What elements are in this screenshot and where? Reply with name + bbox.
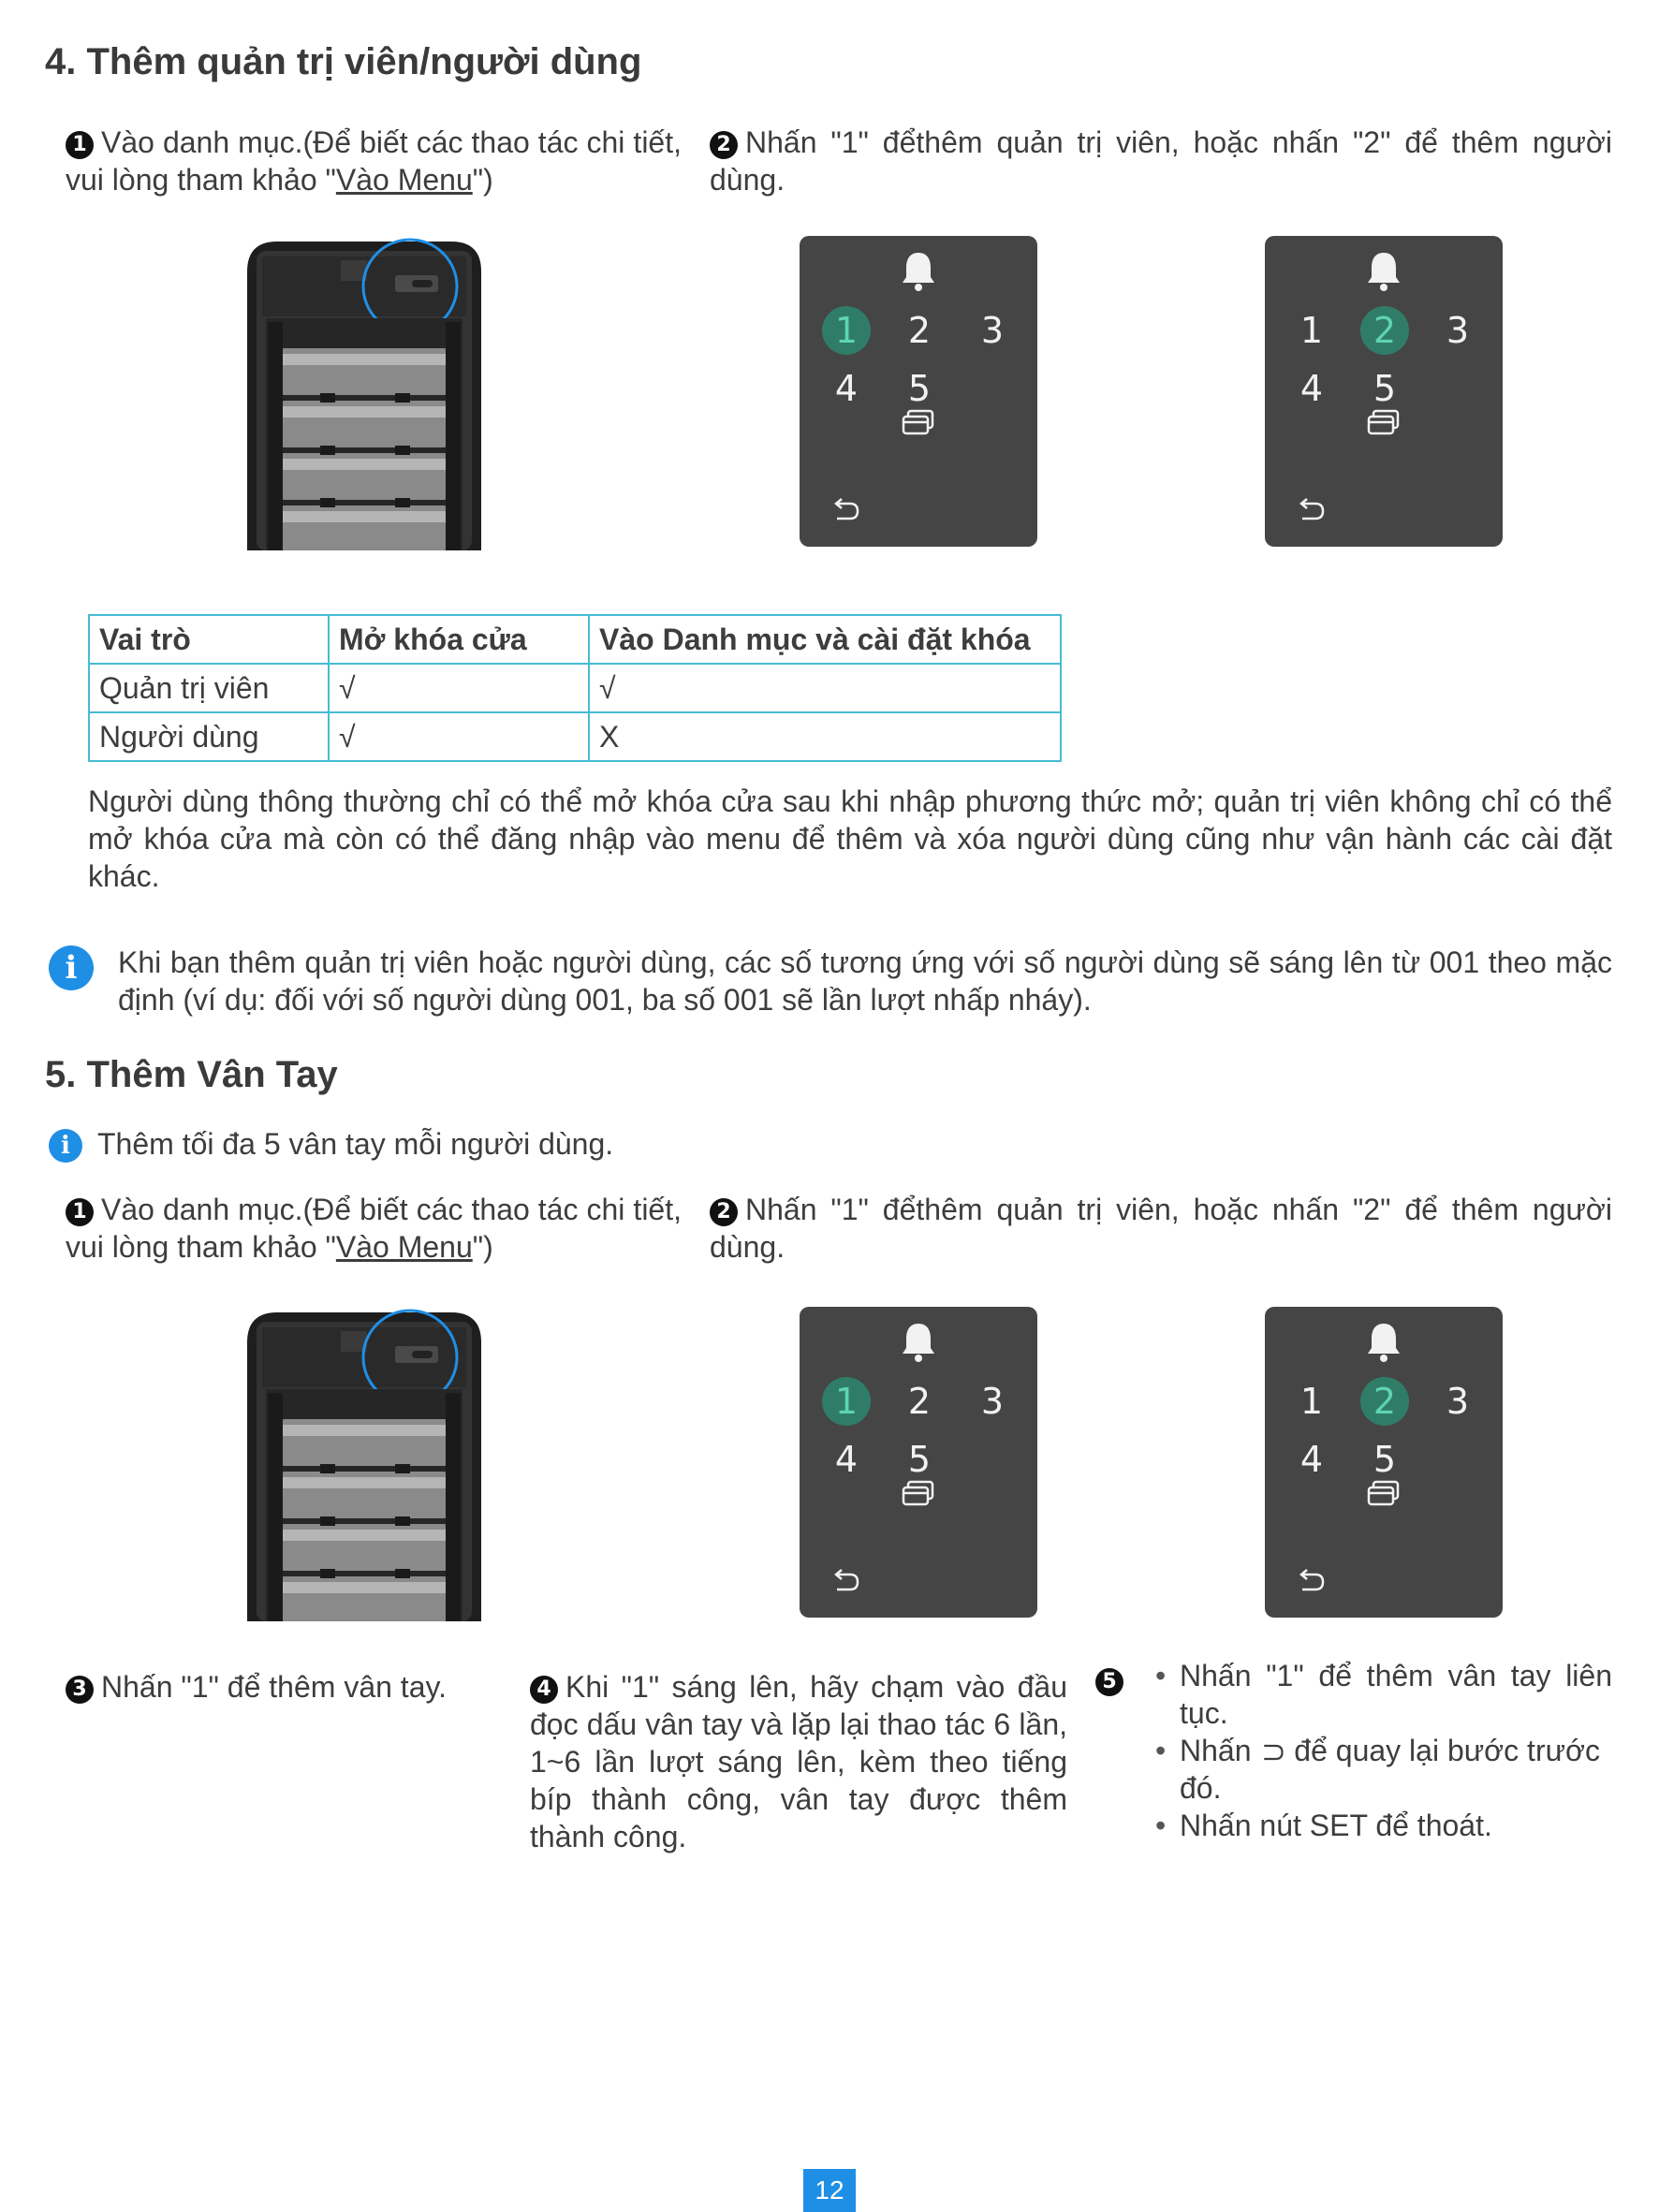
step-number: 1 bbox=[66, 1198, 94, 1226]
step-text-end: ") bbox=[472, 163, 493, 197]
s4-step-1 bbox=[66, 124, 682, 198]
back-icon[interactable] bbox=[831, 1569, 861, 1595]
table-row bbox=[89, 712, 1061, 761]
step-number: 1 bbox=[66, 131, 94, 159]
card-icon bbox=[901, 408, 936, 436]
key-5[interactable]: 5 bbox=[907, 1439, 932, 1480]
step-text-end: ") bbox=[472, 1230, 493, 1264]
back-icon bbox=[1259, 1740, 1285, 1765]
s5-step-5-list bbox=[1155, 1657, 1612, 1844]
keypad-screen bbox=[800, 1307, 1037, 1618]
key-1[interactable]: 1 bbox=[1299, 1381, 1324, 1422]
key-4[interactable]: 4 bbox=[1299, 368, 1324, 409]
bell-icon bbox=[900, 249, 937, 292]
step-text: Nhấn "1" đểthêm quản trị viên, hoặc nhấn "2" để thêm người dùng. bbox=[710, 1193, 1612, 1264]
key-1[interactable]: 1 bbox=[834, 310, 859, 351]
keypad-screen bbox=[800, 236, 1037, 547]
list-item: • Nhấn nút SET để thoát. bbox=[1155, 1807, 1612, 1844]
s5-step-5-number bbox=[1095, 1668, 1131, 1696]
bell-icon bbox=[900, 1320, 937, 1363]
list-item: • Nhấn "1" để thêm vân tay liên tục. bbox=[1155, 1657, 1612, 1732]
key-4[interactable]: 4 bbox=[834, 368, 859, 409]
table-cell: √ bbox=[329, 664, 589, 712]
key-1[interactable]: 1 bbox=[834, 1381, 859, 1422]
table-cell: √ bbox=[589, 664, 1061, 712]
keypad-screen bbox=[1265, 236, 1503, 547]
step-number: 4 bbox=[530, 1676, 558, 1704]
table-header-row bbox=[89, 615, 1061, 664]
vao-menu-link[interactable]: Vào Menu bbox=[335, 163, 473, 197]
step-number: 3 bbox=[66, 1676, 94, 1704]
table-cell: Quản trị viên bbox=[89, 664, 329, 712]
vao-menu-link[interactable]: Vào Menu bbox=[335, 1230, 473, 1264]
bell-icon bbox=[1365, 1320, 1402, 1363]
step-text: Vào danh mục.(Để biết các thao tác chi tiết, vui lòng tham khảo " bbox=[66, 125, 682, 197]
roles-table bbox=[88, 614, 1062, 762]
key-5[interactable]: 5 bbox=[1373, 1439, 1397, 1480]
back-icon[interactable] bbox=[1297, 498, 1327, 524]
back-icon[interactable] bbox=[831, 498, 861, 524]
key-2[interactable]: 2 bbox=[907, 1381, 932, 1422]
step-text: Nhấn "1" đểthêm quản trị viên, hoặc nhấn "2" để thêm người dùng. bbox=[710, 125, 1612, 197]
s4-step-2 bbox=[710, 124, 1612, 198]
header-cell: Mở khóa cửa bbox=[329, 615, 589, 664]
s5-step-2 bbox=[710, 1191, 1612, 1266]
table-cell: Người dùng bbox=[89, 712, 329, 761]
section-4-title: 4. Thêm quản trị viên/người dùng bbox=[45, 41, 642, 82]
step-number: 2 bbox=[710, 131, 738, 159]
key-2[interactable]: 2 bbox=[907, 310, 932, 351]
key-2[interactable]: 2 bbox=[1373, 310, 1397, 351]
s5-step-4 bbox=[530, 1668, 1067, 1855]
header-cell: Vai trò bbox=[89, 615, 329, 664]
lock-battery-compartment-image bbox=[245, 238, 483, 550]
lock-battery-compartment-image bbox=[245, 1309, 483, 1621]
header-cell: Vào Danh mục và cài đặt khóa bbox=[589, 615, 1061, 664]
step-text: Khi "1" sáng lên, hãy chạm vào đầu đọc dấu vân tay và lặp lại thao tác 6 lần, 1~6 lần lượt sáng lên, kèm theo tiếng bíp thành công, vân tay được thêm thành công. bbox=[530, 1670, 1067, 1853]
key-3[interactable]: 3 bbox=[980, 1381, 1005, 1422]
key-1[interactable]: 1 bbox=[1299, 310, 1324, 351]
key-3[interactable]: 3 bbox=[1446, 310, 1470, 351]
section-5-title: 5. Thêm Vân Tay bbox=[45, 1054, 338, 1095]
step-text: Vào danh mục.(Để biết các thao tác chi tiết, vui lòng tham khảo " bbox=[66, 1193, 682, 1264]
roles-note: Người dùng thông thường chỉ có thể mở khóa cửa sau khi nhập phương thức mở; quản trị viên không chỉ có thể mở khóa cửa mà còn có thể đăng nhập vào menu để thêm và xóa người dùng cũng như vận hành các cài đặt khác. bbox=[88, 784, 1612, 893]
card-icon bbox=[1366, 1479, 1402, 1507]
step-number: 2 bbox=[710, 1198, 738, 1226]
table-cell: √ bbox=[329, 712, 589, 761]
table-row bbox=[89, 664, 1061, 712]
key-4[interactable]: 4 bbox=[834, 1439, 859, 1480]
card-icon bbox=[901, 1479, 936, 1507]
bell-icon bbox=[1365, 249, 1402, 292]
keypad-screen bbox=[1265, 1307, 1503, 1618]
list-item: • Nhấn để quay lại bước trước đó. bbox=[1155, 1732, 1612, 1807]
step-number: 5 bbox=[1095, 1668, 1123, 1696]
table-cell: X bbox=[589, 712, 1061, 761]
s5-step-3 bbox=[66, 1668, 496, 1706]
page-number: 12 bbox=[803, 2169, 856, 2212]
key-2[interactable]: 2 bbox=[1373, 1381, 1397, 1422]
key-5[interactable]: 5 bbox=[1373, 368, 1397, 409]
fingerprint-limit-note: Thêm tối đa 5 vân tay mỗi người dùng. bbox=[97, 1127, 614, 1161]
info-note: Khi bạn thêm quản trị viên hoặc người dùng, các số tương ứng với số người dùng sẽ sáng lên từ 001 theo mặc định (ví dụ: đối với số người dùng 001, ba số 001 sẽ lần lượt nhấp nháy). bbox=[118, 945, 1612, 1017]
key-5[interactable]: 5 bbox=[907, 368, 932, 409]
key-3[interactable]: 3 bbox=[1446, 1381, 1470, 1422]
info-icon: i bbox=[49, 945, 94, 990]
step-text: Nhấn "1" để thêm vân tay. bbox=[101, 1670, 447, 1704]
card-icon bbox=[1366, 408, 1402, 436]
key-3[interactable]: 3 bbox=[980, 310, 1005, 351]
s5-step-1 bbox=[66, 1191, 682, 1266]
key-4[interactable]: 4 bbox=[1299, 1439, 1324, 1480]
back-icon[interactable] bbox=[1297, 1569, 1327, 1595]
info-icon: i bbox=[49, 1129, 82, 1163]
